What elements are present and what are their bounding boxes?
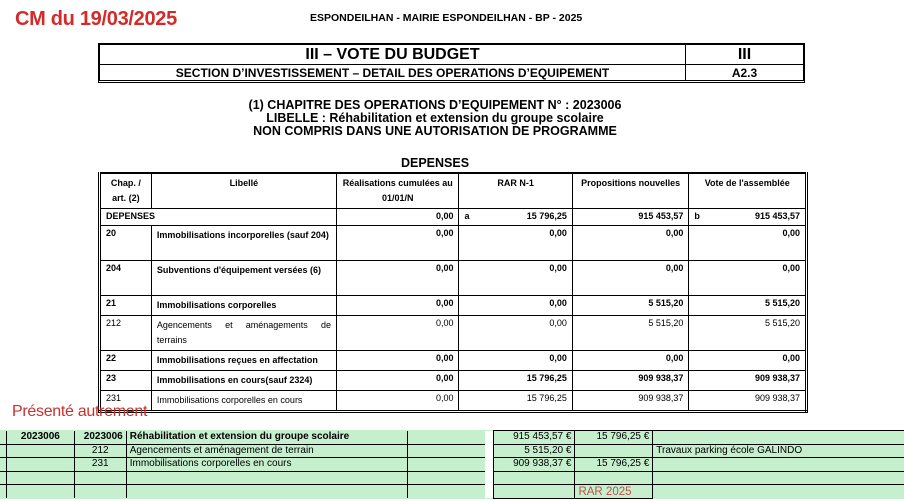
col-propositions: Propositions nouvelles <box>572 173 689 209</box>
alt-row <box>0 431 904 445</box>
alt-code: 212 <box>74 444 126 458</box>
row-label: Immobilisations corporelles <box>151 296 336 316</box>
section-code: III <box>737 46 752 63</box>
alt-code <box>74 471 126 485</box>
alt-amount: 5 515,20 € <box>493 444 575 458</box>
col-libelle: Libellé <box>151 173 336 209</box>
alt-row <box>0 471 904 485</box>
table-row <box>100 316 807 351</box>
alt-row <box>0 458 904 472</box>
row-propositions: 5 515,20 <box>572 316 689 351</box>
alt-label: Réhabilitation et extension du groupe scolaire <box>126 431 408 445</box>
alt-rar <box>575 471 653 485</box>
row-rar: 0,00 <box>459 351 572 371</box>
alt-label: Immobilisations corporelles en cours <box>126 458 408 472</box>
alt-row <box>0 444 904 458</box>
total-row <box>100 209 807 226</box>
alt-amount <box>493 485 575 499</box>
title-box <box>98 43 805 83</box>
row-realisations: 0,00 <box>336 316 459 351</box>
table-row <box>100 261 807 296</box>
row-realisations: 0,00 <box>336 226 459 261</box>
alt-presentation-heading: Présenté autrement <box>12 403 148 420</box>
total-rar: 15 796,25 <box>526 211 567 221</box>
alt-row <box>0 485 904 499</box>
chapter-label: LIBELLE : Réhabilitation et extension du groupe scolaire <box>266 111 604 125</box>
meeting-date-title: CM du 19/03/2025 <box>15 8 177 30</box>
row-realisations: 0,00 <box>336 351 459 371</box>
row-rar: 0,00 <box>459 226 572 261</box>
table-row <box>100 391 807 412</box>
chapter-block <box>0 99 870 138</box>
row-propositions: 0,00 <box>572 351 689 371</box>
row-code: 20 <box>100 226 152 261</box>
row-label: Immobilisations incorporelles (sauf 204) <box>151 226 336 261</box>
rar-2025-label: RAR 2025 <box>575 485 653 499</box>
vote-marker: b <box>694 211 700 221</box>
alt-op: 2023006 <box>7 431 75 445</box>
row-propositions: 909 938,37 <box>572 371 689 391</box>
row-vote: 0,00 <box>689 226 807 261</box>
row-code: 21 <box>100 296 152 316</box>
alt-note <box>653 471 904 485</box>
row-rar: 0,00 <box>459 316 572 351</box>
row-vote: 0,00 <box>689 351 807 371</box>
total-realisations: 0,00 <box>336 209 459 226</box>
total-vote: 915 453,57 <box>754 211 800 221</box>
document-header: ESPONDEILHAN - MAIRIE ESPONDEILHAN - BP - 2025 <box>310 12 583 24</box>
row-vote: 909 938,37 <box>689 371 807 391</box>
alt-rar <box>575 444 653 458</box>
col-chap: Chap. / art. (2) <box>100 173 152 209</box>
table-header-row <box>100 173 807 209</box>
alt-op <box>7 458 75 472</box>
row-label: Agencements et aménagements de terrains <box>151 316 336 351</box>
alt-note <box>653 485 904 499</box>
alt-presentation-table <box>0 430 904 499</box>
table-row <box>100 296 807 316</box>
alt-op <box>7 485 75 499</box>
alt-code: 231 <box>74 458 126 472</box>
depenses-table <box>98 172 808 413</box>
col-realisations: Réalisations cumulées au 01/01/N <box>336 173 459 209</box>
alt-amount <box>493 471 575 485</box>
row-code: 212 <box>100 316 152 351</box>
row-label: Immobilisations en cours(sauf 2324) <box>151 371 336 391</box>
alt-note: Travaux parking école GALINDO <box>653 444 904 458</box>
alt-amount: 909 938,37 € <box>493 458 575 472</box>
annex-code: A2.3 <box>731 66 758 80</box>
row-vote: 5 515,20 <box>689 316 807 351</box>
row-code: 23 <box>100 371 152 391</box>
alt-code <box>74 485 126 499</box>
col-vote: Vote de l'assemblée <box>689 173 807 209</box>
alt-note <box>653 431 904 445</box>
rar-marker: a <box>464 211 470 221</box>
table-row <box>100 351 807 371</box>
row-vote: 909 938,37 <box>689 391 807 412</box>
row-propositions: 909 938,37 <box>572 391 689 412</box>
row-code: 204 <box>100 261 152 296</box>
row-rar: 0,00 <box>459 296 572 316</box>
alt-op <box>7 471 75 485</box>
alt-op <box>7 444 75 458</box>
alt-code: 2023006 <box>74 431 126 445</box>
section-subtitle: SECTION D’INVESTISSEMENT – DETAIL DES OPERATIONS D’EQUIPEMENT <box>100 65 686 81</box>
row-code: 231 <box>100 391 152 412</box>
section-title: III – VOTE DU BUDGET <box>100 45 686 64</box>
depenses-heading: DEPENSES <box>400 156 470 170</box>
chapter-number: (1) CHAPITRE DES OPERATIONS D’EQUIPEMENT N° : 2023006 <box>248 98 622 112</box>
alt-label <box>126 471 408 485</box>
total-label: DEPENSES <box>100 209 337 226</box>
row-propositions: 0,00 <box>572 261 689 296</box>
alt-label <box>126 485 408 499</box>
row-propositions: 0,00 <box>572 226 689 261</box>
table-row <box>100 226 807 261</box>
alt-rar: 15 796,25 € <box>575 458 653 472</box>
chapter-program-note: NON COMPRIS DANS UNE AUTORISATION DE PROGRAMME <box>253 124 617 138</box>
row-vote: 5 515,20 <box>689 296 807 316</box>
row-realisations: 0,00 <box>336 261 459 296</box>
alt-note <box>653 458 904 472</box>
row-code: 22 <box>100 351 152 371</box>
row-rar: 15 796,25 <box>459 371 572 391</box>
row-propositions: 5 515,20 <box>572 296 689 316</box>
row-rar: 0,00 <box>459 261 572 296</box>
alt-rar: 15 796,25 € <box>575 431 653 445</box>
row-realisations: 0,00 <box>336 371 459 391</box>
row-label: Immobilisations corporelles en cours <box>151 391 336 412</box>
row-realisations: 0,00 <box>336 391 459 412</box>
alt-amount: 915 453,57 € <box>493 431 575 445</box>
total-propositions: 915 453,57 <box>572 209 689 226</box>
table-row <box>100 371 807 391</box>
alt-label: Agencements et aménagement de terrain <box>126 444 408 458</box>
row-label: Immobilisations reçues en affectation <box>151 351 336 371</box>
row-realisations: 0,00 <box>336 296 459 316</box>
row-label: Subventions d'équipement versées (6) <box>151 261 336 296</box>
row-vote: 0,00 <box>689 261 807 296</box>
row-rar: 15 796,25 <box>459 391 572 412</box>
col-rar: RAR N-1 <box>459 173 572 209</box>
